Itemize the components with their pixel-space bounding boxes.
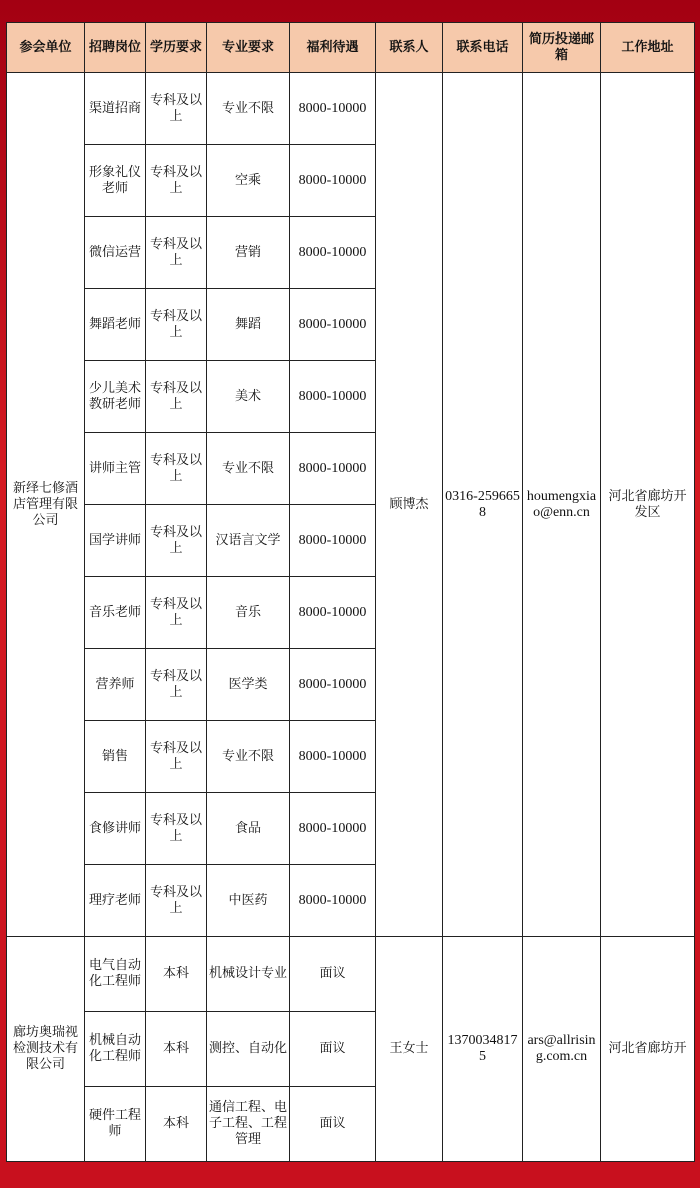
job-education: 专科及以上 — [146, 649, 207, 721]
job-education: 专科及以上 — [146, 577, 207, 649]
job-education: 专科及以上 — [146, 73, 207, 145]
table-header-row — [7, 23, 695, 73]
header-company: 参会单位 — [7, 23, 85, 73]
header-email: 简历投递邮箱 — [523, 23, 601, 73]
job-education: 专科及以上 — [146, 217, 207, 289]
job-salary: 面议 — [290, 1087, 376, 1162]
job-major: 美术 — [207, 361, 290, 433]
job-major: 专业不限 — [207, 73, 290, 145]
header-major: 专业要求 — [207, 23, 290, 73]
job-major: 测控、自动化 — [207, 1012, 290, 1087]
job-position: 机械自动化工程师 — [85, 1012, 146, 1087]
job-education: 专科及以上 — [146, 721, 207, 793]
job-major: 医学类 — [207, 649, 290, 721]
job-salary: 8000-10000 — [290, 73, 376, 145]
job-salary: 8000-10000 — [290, 721, 376, 793]
job-salary: 8000-10000 — [290, 505, 376, 577]
job-salary: 8000-10000 — [290, 577, 376, 649]
header-education: 学历要求 — [146, 23, 207, 73]
job-major: 食品 — [207, 793, 290, 865]
job-education: 专科及以上 — [146, 145, 207, 217]
job-position: 音乐老师 — [85, 577, 146, 649]
contact-phone: 13700348175 — [443, 937, 523, 1162]
job-major: 汉语言文学 — [207, 505, 290, 577]
resume-email: houmengxiao@enn.cn — [523, 73, 601, 937]
job-salary: 面议 — [290, 937, 376, 1012]
job-education: 专科及以上 — [146, 793, 207, 865]
resume-email: ars@allrising.com.cn — [523, 937, 601, 1162]
contact-person: 王女士 — [376, 937, 443, 1162]
recruitment-table — [6, 22, 695, 1162]
job-salary: 8000-10000 — [290, 145, 376, 217]
job-major: 专业不限 — [207, 433, 290, 505]
job-major: 舞蹈 — [207, 289, 290, 361]
header-address: 工作地址 — [601, 23, 695, 73]
job-position: 讲师主管 — [85, 433, 146, 505]
job-position: 硬件工程师 — [85, 1087, 146, 1162]
job-salary: 面议 — [290, 1012, 376, 1087]
job-salary: 8000-10000 — [290, 217, 376, 289]
job-education: 专科及以上 — [146, 865, 207, 937]
job-position: 销售 — [85, 721, 146, 793]
work-address: 河北省廊坊开 — [601, 937, 695, 1162]
job-position: 微信运营 — [85, 217, 146, 289]
job-education: 本科 — [146, 1012, 207, 1087]
job-position: 少儿美术教研老师 — [85, 361, 146, 433]
job-position: 形象礼仪老师 — [85, 145, 146, 217]
contact-person: 顾博杰 — [376, 73, 443, 937]
header-position: 招聘岗位 — [85, 23, 146, 73]
job-major: 专业不限 — [207, 721, 290, 793]
table-row — [7, 937, 695, 1012]
job-position: 食修讲师 — [85, 793, 146, 865]
job-education: 专科及以上 — [146, 289, 207, 361]
job-position: 国学讲师 — [85, 505, 146, 577]
job-position: 渠道招商 — [85, 73, 146, 145]
job-major: 空乘 — [207, 145, 290, 217]
job-education: 专科及以上 — [146, 505, 207, 577]
job-position: 舞蹈老师 — [85, 289, 146, 361]
job-education: 专科及以上 — [146, 361, 207, 433]
work-address: 河北省廊坊开发区 — [601, 73, 695, 937]
job-major: 营销 — [207, 217, 290, 289]
job-major: 音乐 — [207, 577, 290, 649]
company-name: 廊坊奥瑞视检测技术有限公司 — [7, 937, 85, 1162]
job-salary: 8000-10000 — [290, 289, 376, 361]
header-salary: 福利待遇 — [290, 23, 376, 73]
header-phone: 联系电话 — [443, 23, 523, 73]
job-position: 电气自动化工程师 — [85, 937, 146, 1012]
table-row — [7, 73, 695, 145]
job-education: 专科及以上 — [146, 433, 207, 505]
contact-phone: 0316-2596658 — [443, 73, 523, 937]
job-major: 机械设计专业 — [207, 937, 290, 1012]
job-salary: 8000-10000 — [290, 433, 376, 505]
job-major: 中医药 — [207, 865, 290, 937]
job-education: 本科 — [146, 1087, 207, 1162]
header-contact: 联系人 — [376, 23, 443, 73]
job-salary: 8000-10000 — [290, 361, 376, 433]
job-education: 本科 — [146, 937, 207, 1012]
job-position: 营养师 — [85, 649, 146, 721]
job-position: 理疗老师 — [85, 865, 146, 937]
job-salary: 8000-10000 — [290, 865, 376, 937]
job-major: 通信工程、电子工程、工程管理 — [207, 1087, 290, 1162]
job-salary: 8000-10000 — [290, 649, 376, 721]
job-salary: 8000-10000 — [290, 793, 376, 865]
company-name: 新绎七修酒店管理有限公司 — [7, 73, 85, 937]
